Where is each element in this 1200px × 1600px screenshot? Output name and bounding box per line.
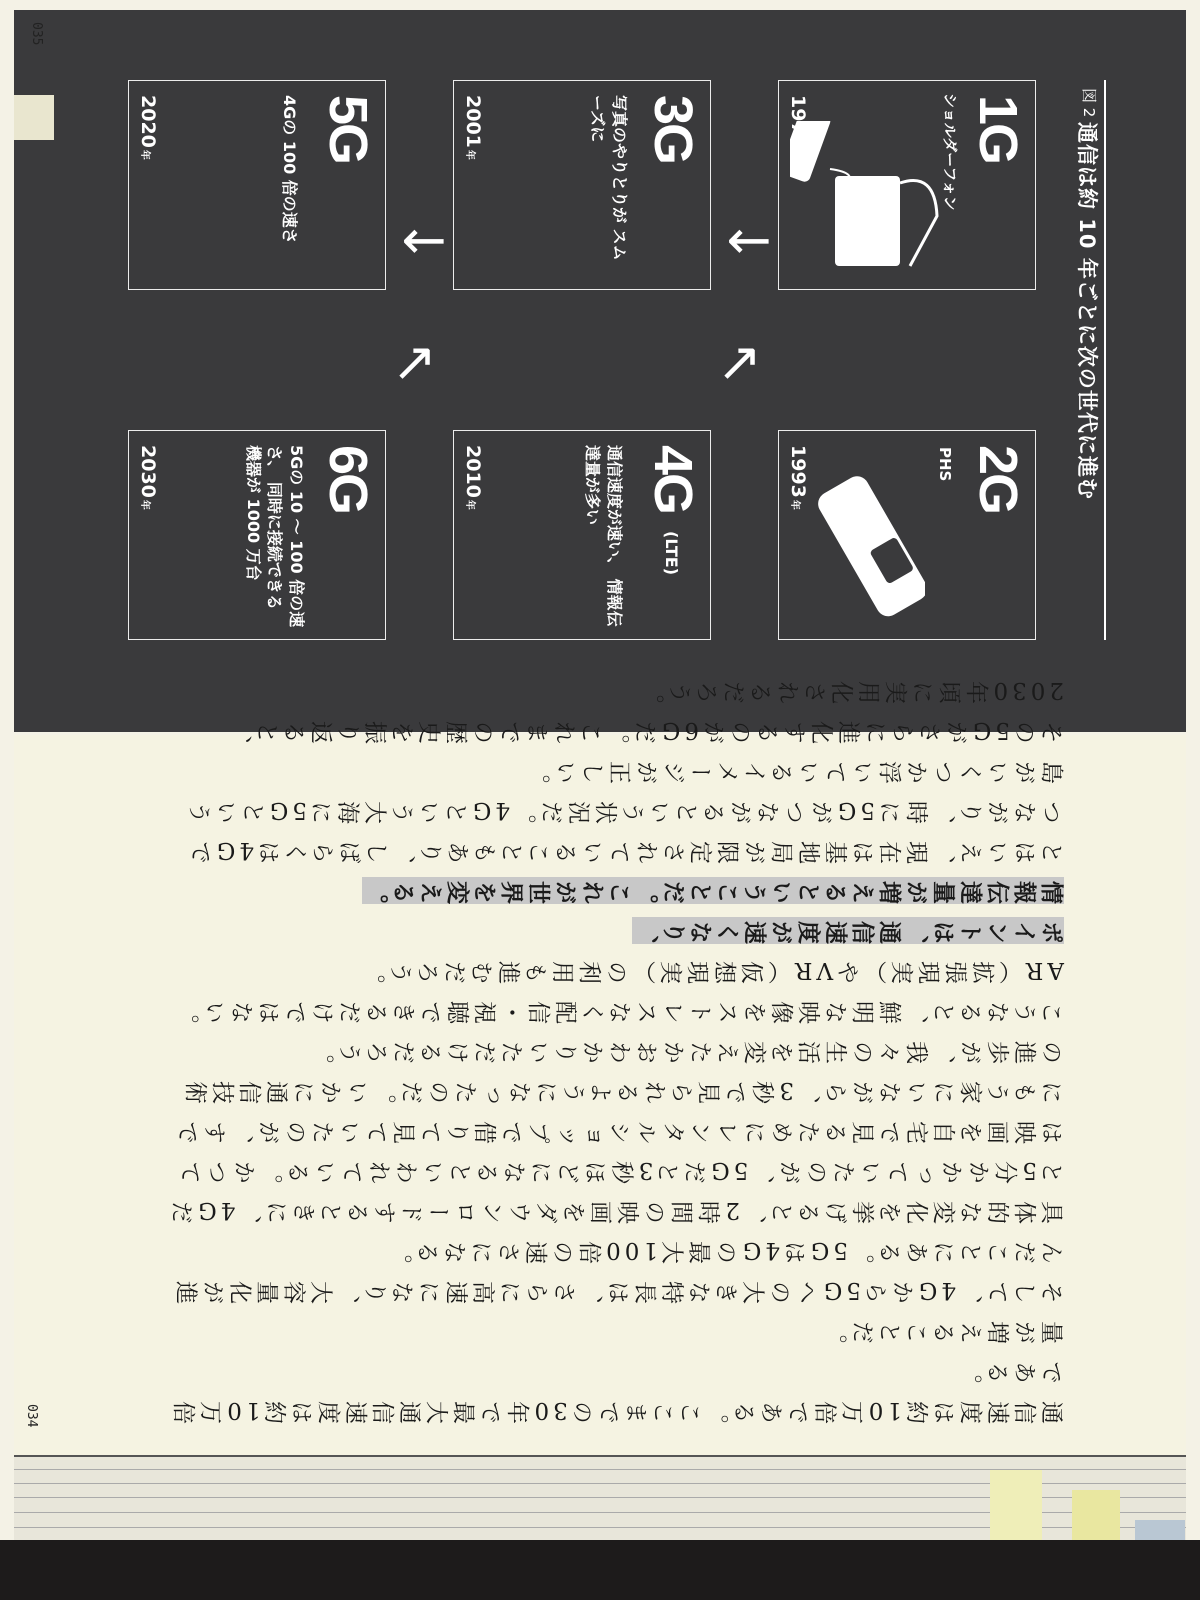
gen-label: 2G [968, 445, 1028, 514]
paragraph: そして、4Gから5Gへの大きな特長は、さらに高速になり、大容量化が進んだことにある。5Gは4Gの最大100倍の速さになる。 [171, 1237, 1064, 1303]
card-desc: 通信速度が速い、 情報伝達量が多い [583, 445, 624, 627]
figure-label: 図 2 [1080, 88, 1098, 118]
highlighted-text: 情報伝達量が増えるということだ。これが世界を変える。 [362, 877, 1064, 904]
opening-line: 通信速度は約10万倍である。ここまでの30年で最大通信速度は約10万倍である。 [169, 1357, 1064, 1423]
arrow-icon: → [726, 211, 772, 275]
arrow-icon: → [375, 323, 452, 401]
gen-label: 3G [643, 95, 703, 164]
page-number: 035 [29, 22, 44, 46]
card-desc: 写真のやりとりが スムーズに [588, 95, 629, 261]
paragraph: 量が増えることだ。 [821, 1317, 1064, 1343]
figure-content [14, 10, 1186, 730]
background [0, 1540, 1200, 1600]
page-tab [14, 95, 54, 140]
gen-label: 4G [643, 445, 703, 514]
card-2g [778, 430, 1036, 640]
figure-title: 通信は約 10 年ごとに次の世代に進む [1075, 122, 1099, 500]
card-3g [453, 80, 711, 290]
arrow-icon: → [401, 211, 447, 275]
card-desc: 4Gの 100 倍の速さ [280, 95, 299, 244]
card-year: 2001年 [462, 95, 484, 160]
card-desc: PHS [936, 447, 954, 482]
card-desc: 5Gの 10 〜 100 倍の速さ、 同時に接続できる 機器が 1000 万台 [243, 445, 306, 628]
text-page [14, 677, 1186, 1455]
gen-label: 5G [318, 95, 378, 164]
page-number: 034 [24, 1404, 39, 1428]
gen-label: 1G [968, 95, 1028, 164]
card-4g [453, 430, 711, 640]
gen-label: 6G [318, 445, 378, 514]
arrow-icon: → [700, 323, 777, 401]
card-5g [128, 80, 386, 290]
card-year: 2010年 [462, 445, 484, 510]
handset-icon [795, 461, 925, 631]
shoulder-phone-icon [790, 121, 940, 291]
paragraph: とはいえ、現在は基地局が限定されていることもあり、しばらくは4Gでつながり、時に5Gがつながるという状況だ。4Gという大海に5Gという島がいくつか浮いているイメージが正しい。 [184, 757, 1064, 863]
card-year: 2020年 [137, 95, 159, 160]
card-year: 1993年 [787, 445, 809, 510]
text-content [164, 677, 1064, 1430]
paragraph: こうなると、鮮明な映像をストレスなく配信・視聴できるだけではない。AR（拡張現実）やVR（仮想現実）の利用も進むだろう。 [173, 957, 1064, 1023]
paragraph: 具体的な変化を挙げると、2時間の映画をダウンロードするときに、4Gだと5分かかっていたのが、5Gだと3秒ほどになるといわれている。かつては映画を自宅で見るためにレンタルショップで借りて見ていたのが、すでにもう家にいながら、3秒で見られるようになったのだ。いかに通信技術の進歩が、我々の生活を変えたかおわかりいただけるだろう。 [167, 1037, 1064, 1223]
gen-note: (LTE) [662, 531, 681, 576]
card-year: 1979年 [787, 95, 809, 160]
body-text [164, 677, 1064, 1430]
card-desc: ショルダーフォン [941, 93, 959, 211]
title-rule [1104, 80, 1106, 640]
highlighted-text: ポイントは、通信速度が速くなり、 [632, 917, 1064, 944]
figure-page [14, 10, 1186, 732]
card-1g [778, 80, 1036, 290]
card-year: 2030年 [137, 445, 159, 510]
paragraph: その5Gがさらに進化するのが6Gだ。これまでの歴史を振り返ると、2030年頃に実用化されるだろう。 [225, 677, 1064, 743]
card-6g [128, 430, 386, 640]
